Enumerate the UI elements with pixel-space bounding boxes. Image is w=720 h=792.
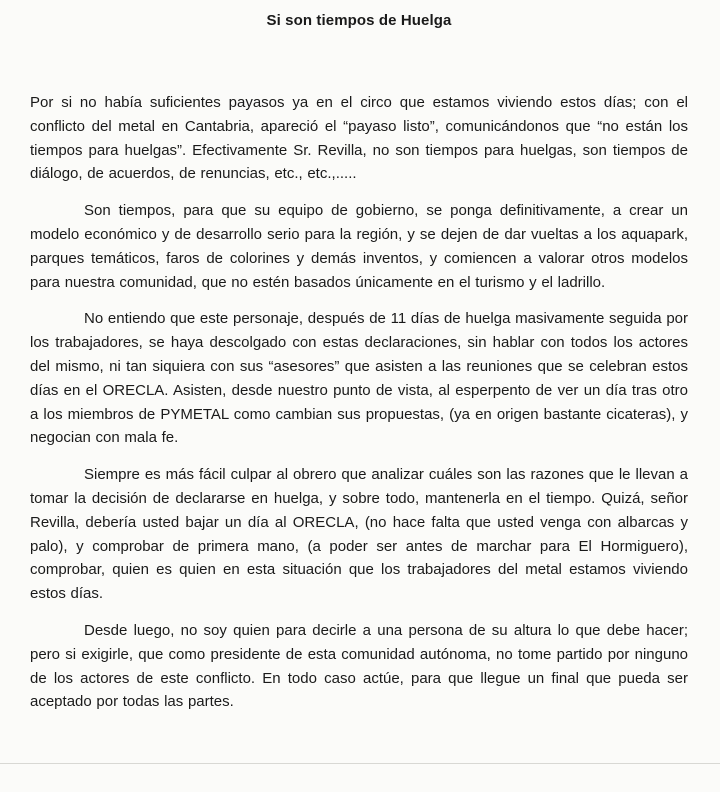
paragraph-3: No entiendo que este personaje, después de 11 días de huelga masivamente seguida por los trabajadores, se haya descolgado con estas declaraciones, sin hablar con todos los actores del mismo, ni tan siquiera con sus “asesores” que asisten a las reuniones que se celebran estos días en el ORECLA. Asisten, desde nuestro punto de vista, al esperpento de ver un día tras otro a los miembros de PYMETAL como cambian sus propuestas, (ya en origen bastante cicateras), y negocian con mala fe. <box>30 310 688 447</box>
paragraph-5: Desde luego, no soy quien para decirle a una persona de su altura lo que debe hacer; pero si exigirle, que como presidente de esta comunidad autónoma, no tome partido por ninguno de los actores de este conflicto. En todo caso actúe, para que llegue un final que pueda ser aceptado por todas las partes. <box>30 621 688 711</box>
paragraph-4: Siempre es más fácil culpar al obrero que analizar cuáles son las razones que le llevan a tomar la decisión de declararse en huelga, y sobre todo, mantenerla en el tiempo. Quizá, señor Revilla, debería usted bajar un día al ORECLA, (no hace falta que usted venga con albarcas y palo), y comprobar de primera mano, (a poder ser antes de marchar para El Hormiguero), comprobar, quien es quien en esta situación que los trabajadores del metal estamos viviendo estos días. <box>30 466 688 603</box>
paragraph-1: Por si no había suficientes payasos ya en el circo que estamos viviendo estos días; con el conflicto del metal en Cantabria, apareció el “payaso listo”, comunicándonos que “no están los tiempos para huelgas”. Efectivamente Sr. Revilla, no son tiempos para huelgas, son tiempos de diálogo, de acuerdos, de renuncias, etc., etc.,..... <box>30 94 688 183</box>
page-bottom-divider <box>0 763 720 764</box>
document-title: Si son tiempos de Huelga <box>266 12 452 29</box>
paragraph-2: Son tiempos, para que su equipo de gobierno, se ponga definitivamente, a crear un modelo económico y de desarrollo serio para la región, y se dejen de dar vueltas a los aquapark, parques temáticos, faros de colorines y demás inventos, y comiencen a valorar otros modelos para nuestra comunidad, que no estén basados únicamente en el turismo y el ladrillo. <box>30 202 688 291</box>
